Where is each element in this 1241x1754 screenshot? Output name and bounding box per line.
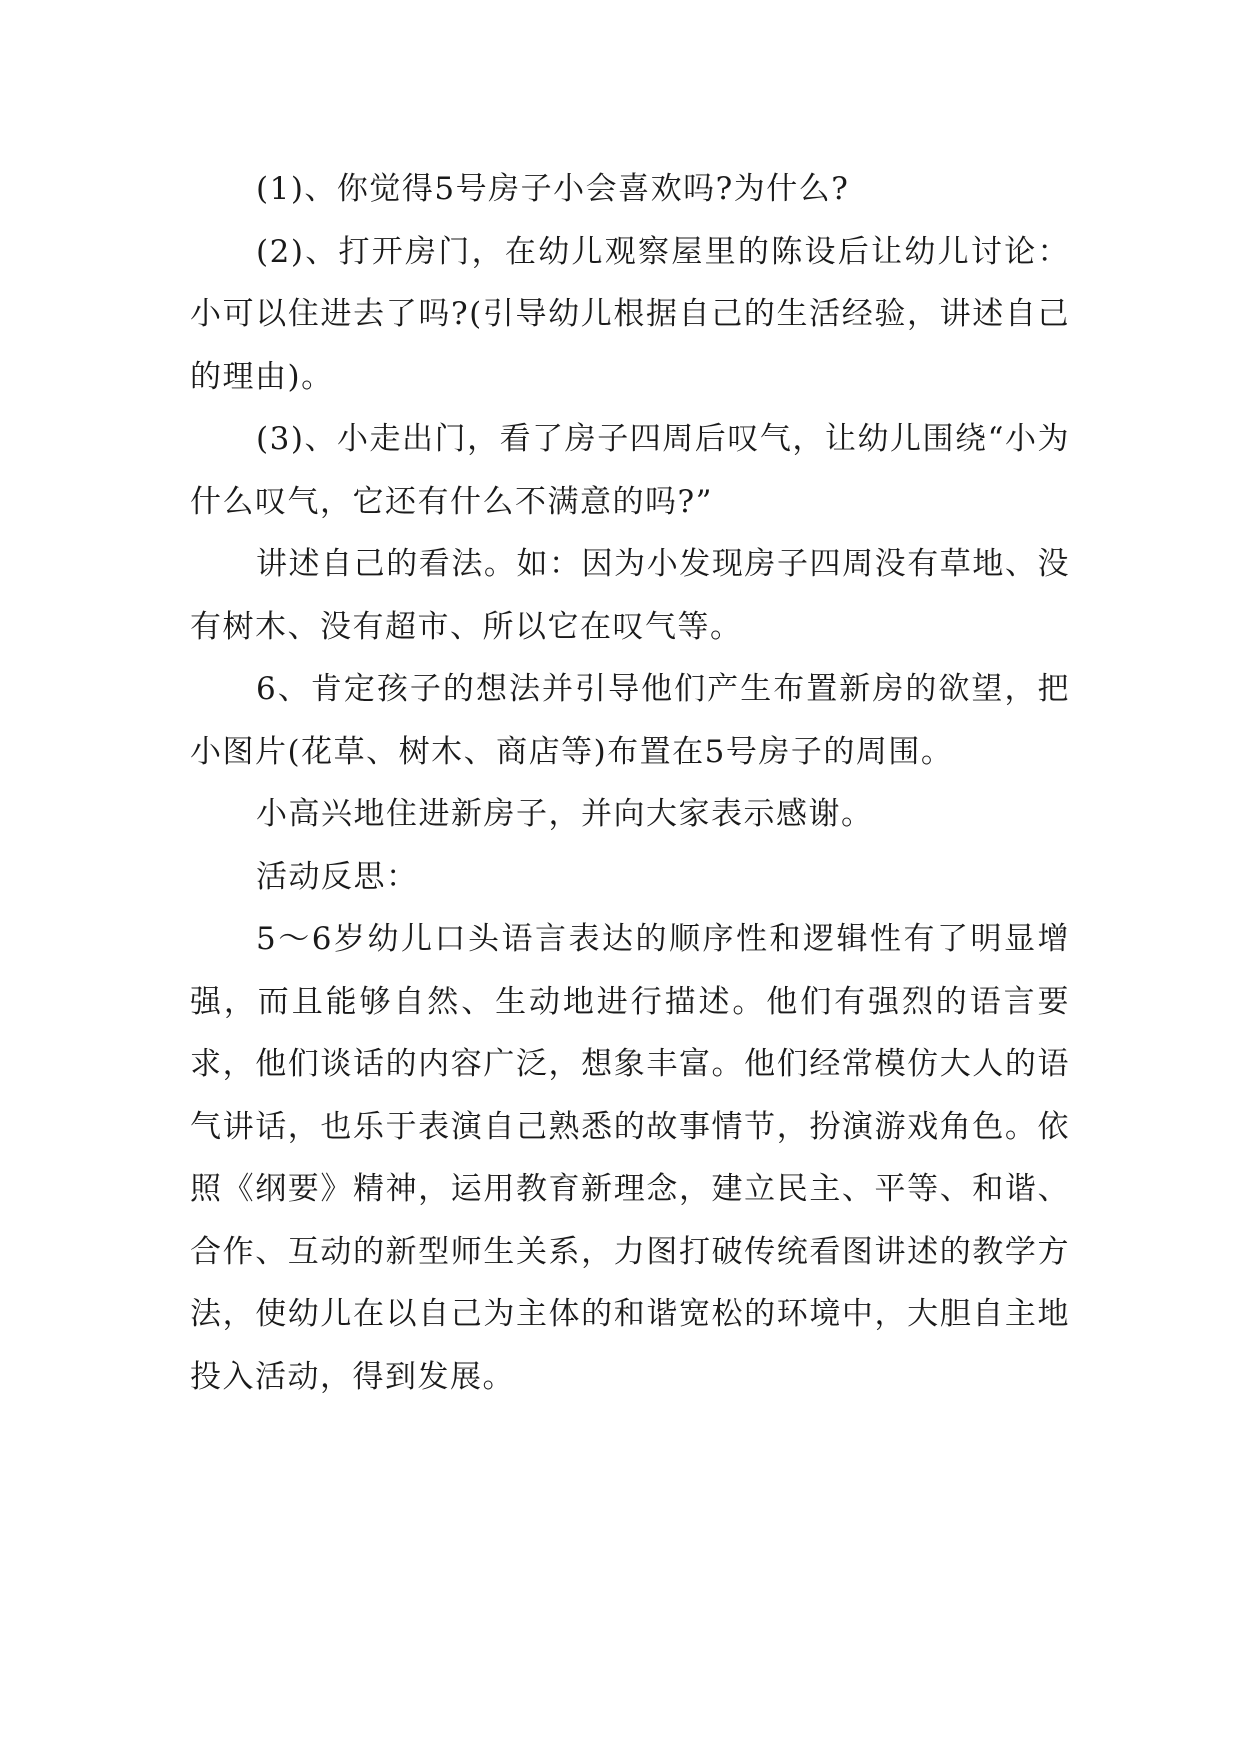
section-heading-reflection: 活动反思： (256, 858, 419, 895)
paragraph-question-1: (1)、你觉得5号房子小会喜欢吗?为什么? (256, 171, 850, 207)
document-page (190, 158, 1070, 1408)
paragraph-question-3: (3)、小走出门，看了房子四周后叹气，让幼儿围绕“小为什么叹气，它还有什么不满意的吗?” (190, 421, 1070, 520)
paragraph-opinion: 讲述自己的看法。如：因为小发现房子四周没有草地、没有树木、没有超市、所以它在叹气等。 (190, 546, 1070, 645)
paragraph-step-6: 6、肯定孩子的想法并引导他们产生布置新房的欲望，把小图片(花草、树木、商店等)布置在5号房子的周围。 (190, 671, 1070, 770)
paragraph-question-2: (2)、打开房门，在幼儿观察屋里的陈设后让幼儿讨论：小可以住进去了吗?(引导幼儿根据自己的生活经验，讲述自己的理由)。 (190, 233, 1070, 395)
paragraph-move-in: 小高兴地住进新房子，并向大家表示感谢。 (256, 796, 874, 832)
paragraph-reflection: 5～6岁幼儿口头语言表达的顺序性和逻辑性有了明显增强，而且能够自然、生动地进行描述。他们有强烈的语言要求，他们谈话的内容广泛，想象丰富。他们经常模仿大人的语气讲话，也乐于表演自己熟悉的故事情节，扮演游戏角色。依照《纲要》精神，运用教育新理念，建立民主、平等、和谐、合作、互动的新型师生关系，力图打破传统看图讲述的教学方法，使幼儿在以自己为主体的和谐宽松的环境中，大胆自主地投入活动，得到发展。 (190, 921, 1070, 1395)
